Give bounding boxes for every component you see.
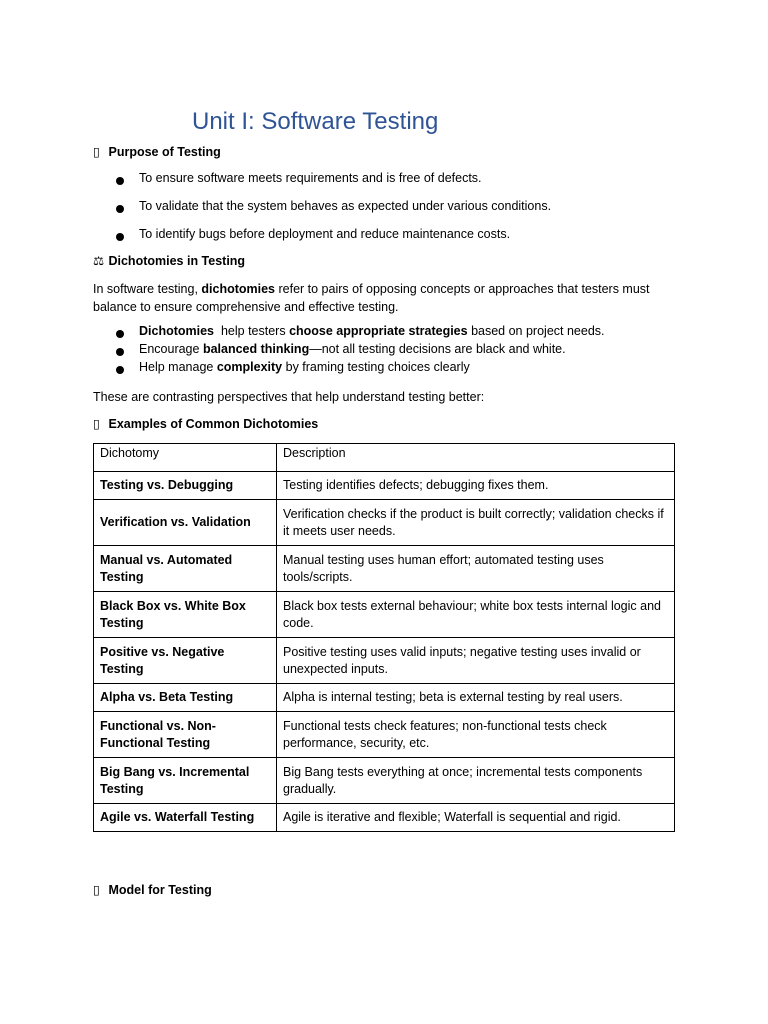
list-item-text: To identify bugs before deployment and reduce maintenance costs. [139, 227, 511, 241]
bullet-icon [116, 177, 124, 185]
list-item-text: Help manage [139, 360, 217, 374]
purpose-heading [93, 144, 221, 159]
list-item-text: Encourage [139, 342, 203, 356]
table-row [94, 804, 675, 832]
column-header: Description [277, 444, 675, 472]
table-row [94, 684, 675, 712]
dichotomy-cell: Big Bang vs. Incremental Testing [94, 758, 277, 804]
description-cell: Functional tests check features; non-functional tests check performance, security, etc. [277, 712, 675, 758]
table-row [94, 546, 675, 592]
list-item-text: by framing testing choices clearly [282, 360, 470, 374]
description-cell: Agile is iterative and flexible; Waterfall is sequential and rigid. [277, 804, 675, 832]
dichotomy-cell: Positive vs. Negative Testing [94, 638, 277, 684]
bold-term: balanced thinking [202, 342, 310, 356]
page-title: Unit I: Software Testing [192, 108, 439, 135]
list-item [93, 227, 551, 255]
bold-term: Dichotomies [139, 324, 215, 338]
placeholder-glyph-icon: ▯ [93, 417, 100, 431]
dichotomy-cell: Black Box vs. White Box Testing [94, 592, 277, 638]
dichotomy-cell: Agile vs. Waterfall Testing [94, 804, 277, 832]
list-item [93, 360, 605, 378]
description-cell: Manual testing uses human effort; automated testing uses tools/scripts. [277, 546, 675, 592]
scales-icon: ⚖ [93, 254, 105, 268]
bullet-icon [116, 205, 124, 213]
description-cell: Black box tests external behaviour; white box tests internal logic and code. [277, 592, 675, 638]
list-item-text: help testers [214, 324, 290, 338]
dichotomies-list [93, 324, 605, 378]
examples-heading-text: Examples of Common Dichotomies [108, 417, 319, 431]
dichotomy-cell: Manual vs. Automated Testing [94, 546, 277, 592]
closing-sentence: These are contrasting perspectives that help understand testing better: [93, 390, 485, 404]
dichotomies-heading [93, 253, 245, 268]
examples-heading [93, 416, 318, 431]
bullet-icon [116, 330, 124, 338]
dichotomies-intro [93, 280, 675, 316]
table-row [94, 638, 675, 684]
placeholder-glyph-icon: ▯ [93, 145, 100, 159]
table-row [94, 592, 675, 638]
description-cell: Big Bang tests everything at once; incremental tests components gradually. [277, 758, 675, 804]
list-item [93, 171, 551, 199]
list-item-text: To validate that the system behaves as expected under various conditions. [139, 199, 552, 213]
bullet-icon [116, 348, 124, 356]
bullet-icon [116, 366, 124, 374]
table-row [94, 472, 675, 500]
list-item [93, 324, 605, 342]
bullet-icon [116, 233, 124, 241]
dichotomy-cell: Functional vs. Non-Functional Testing [94, 712, 277, 758]
purpose-heading-text: Purpose of Testing [108, 145, 221, 159]
dichotomy-cell: Testing vs. Debugging [94, 472, 277, 500]
list-item-text: —not all testing decisions are black and white. [309, 342, 566, 356]
list-item [93, 199, 551, 227]
description-cell: Alpha is internal testing; beta is external testing by real users. [277, 684, 675, 712]
table-row [94, 500, 675, 546]
placeholder-glyph-icon: ▯ [93, 883, 100, 897]
intro-text: In software testing, [93, 282, 202, 296]
table-row [94, 758, 675, 804]
list-item-text: To ensure software meets requirements and is free of defects. [139, 171, 482, 185]
list-item-text: based on project needs. [467, 324, 605, 338]
list-item [93, 342, 605, 360]
bold-term: choose appropriate strategies [289, 324, 468, 338]
description-cell: Verification checks if the product is built correctly; validation checks if it meets user needs. [277, 500, 675, 546]
model-heading [93, 882, 212, 897]
intro-bold-term: dichotomies [201, 282, 276, 296]
dichotomy-cell: Verification vs. Validation [94, 500, 277, 546]
dichotomies-heading-text: Dichotomies in Testing [108, 254, 246, 268]
model-heading-text: Model for Testing [108, 883, 212, 897]
intro-text-end: refer to pairs of opposing concepts or approaches that testers must balance to ensure comprehensive and effective testing. [93, 282, 650, 314]
table-header-row [94, 444, 675, 472]
purpose-list [93, 171, 551, 255]
table-row [94, 712, 675, 758]
column-header: Dichotomy [94, 444, 277, 472]
description-cell: Testing identifies defects; debugging fixes them. [277, 472, 675, 500]
description-cell: Positive testing uses valid inputs; negative testing uses invalid or unexpected inputs. [277, 638, 675, 684]
dichotomies-table [93, 443, 675, 832]
bold-term: complexity [216, 360, 283, 374]
dichotomy-cell: Alpha vs. Beta Testing [94, 684, 277, 712]
